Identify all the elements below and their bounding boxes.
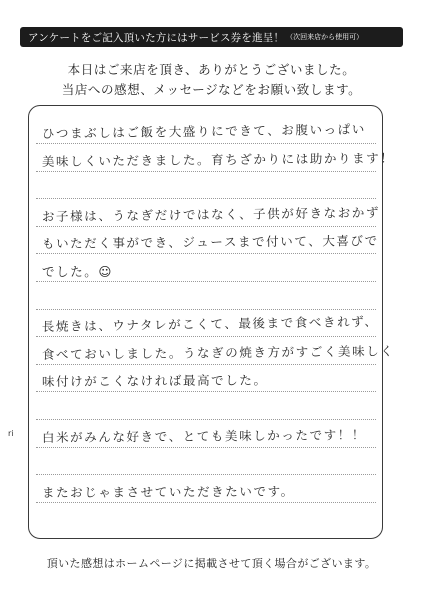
ruled-line xyxy=(36,336,376,337)
ruled-line xyxy=(36,171,376,172)
ruled-line xyxy=(36,474,376,475)
handwritten-line: 長焼きは、ウナタレがこくて、最後まで食べきれず、 xyxy=(41,313,379,335)
handwritten-line: 味付けがこくなければ最高でした。 xyxy=(41,372,268,390)
intro-thanks: 本日はご来店を頂き、ありがとうございました。 xyxy=(67,62,356,77)
ruled-line xyxy=(36,447,376,448)
ruled-line xyxy=(36,419,376,420)
ruled-line xyxy=(36,198,376,199)
handwritten-line: 美味しくいただきました。育ちざかりには助かります！ xyxy=(41,149,395,169)
handwritten-line: でした。☺ xyxy=(42,264,114,279)
ruled-line xyxy=(36,253,376,254)
handwritten-line: もいただく事ができ、ジュースまで付いて、大喜びで xyxy=(41,233,379,252)
ruled-line xyxy=(36,391,376,392)
handwritten-line: 食べておいしました。うなぎの焼き方がすごく美味しく xyxy=(41,343,395,362)
intro-request: 当店への感想、メッセージなどをお願い致します。 xyxy=(61,82,362,97)
promo-banner-note: （次回来店から使用可） xyxy=(286,33,364,41)
ruled-line xyxy=(36,143,376,144)
ruled-line xyxy=(36,364,376,365)
handwritten-line: お子様は、うなぎだけではなく、子供が好きなおかず xyxy=(41,204,381,224)
ruled-line xyxy=(36,309,376,310)
handwritten-line: またおじゃまさせていただきたいです。 xyxy=(41,483,295,500)
ruled-line xyxy=(36,502,376,503)
handwritten-line: ひつまぶしはご飯を大盛りにできて、お腹いっぱい xyxy=(41,121,367,142)
footer-notice: 頂いた感想はホームページに掲載させて頂く場合がございます。 xyxy=(46,557,377,570)
promo-banner-text: アンケートをご記入頂いた方にはサービス券を進呈！ xyxy=(28,31,285,44)
margin-mark: ri xyxy=(8,429,14,438)
promo-banner xyxy=(20,27,403,47)
handwritten-line: 白米がみんな好きで、とても美味しかったです！！ xyxy=(41,426,367,445)
ruled-line xyxy=(36,281,376,282)
ruled-line xyxy=(36,226,376,227)
